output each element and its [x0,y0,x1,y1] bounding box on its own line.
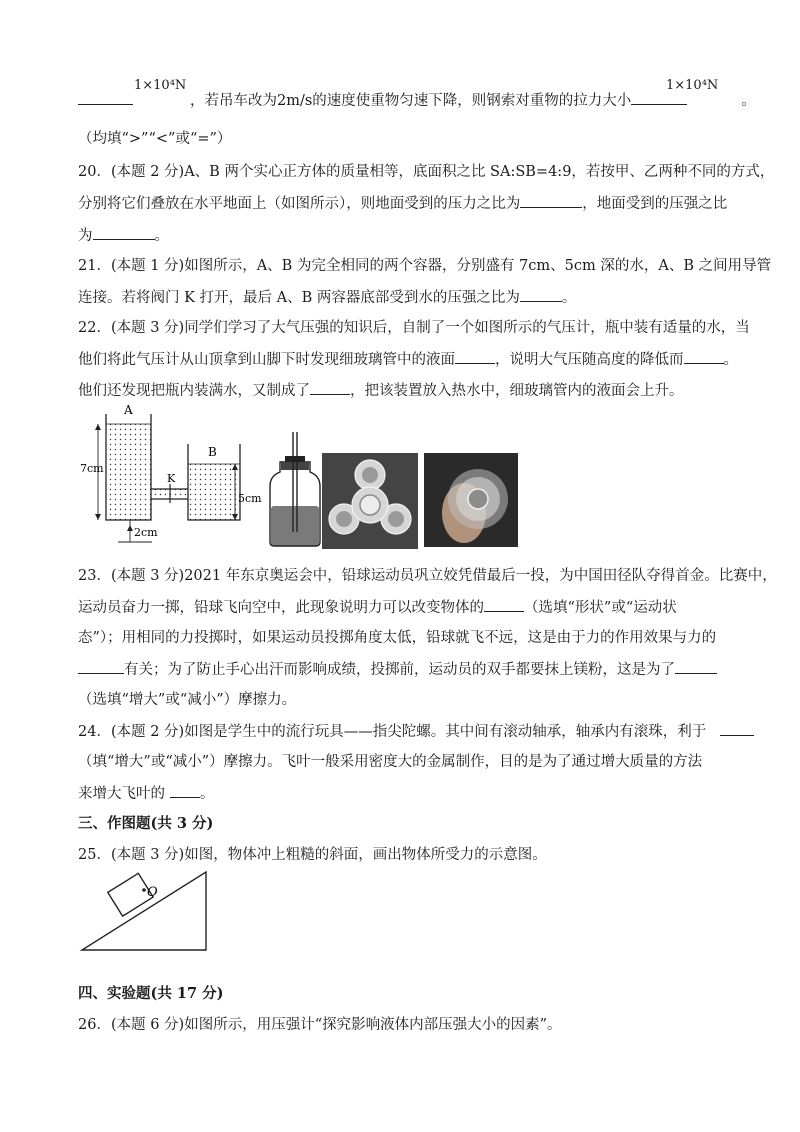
label-o: O [147,885,158,900]
q23-line3: 态”）；用相同的力投掷时，如果运动员投掷角度太低，铅球就飞不远，这是由于力的作用效果与力的 [78,630,717,646]
answer-blank[interactable] [78,90,133,105]
fidget-spinner-photo [322,453,418,549]
bottle-barometer-figure [268,432,324,548]
label-a: A [124,403,133,417]
q22-line3: 他们还发现把瓶内装满水，又制成了 ，把该装置放入热水中，细玻璃管内的液面会上升。 [78,380,684,401]
answer-blank[interactable] [93,225,155,240]
section3-title: 三、作图题(共 3 分) [78,815,214,832]
answer-blank[interactable] [684,349,724,364]
force-label-left: 1×10⁴N [134,78,187,93]
answer-blank[interactable] [310,380,350,395]
q20-line2: 分别将它们叠放在水平地面上（如图所示），则地面受到的压力之比为 ，地面受到的压强之比 [78,193,727,214]
q24-line2: （填“增大”或“减小”）摩擦力。飞叶一般采用密度大的金属制作，目的是为了通过增大质量的方法 [78,754,703,770]
q19-text: ，若吊车改为2m/s的速度使重物匀速下降，则钢索对重物的拉力大小 [190,93,632,109]
q26-text: 26．(本题 6 分)如图所示，用压强计“探究影响液体内部压强大小的因素”。 [78,1017,562,1033]
bottle-water [271,506,319,546]
label-b: B [208,445,217,459]
q20-line3: 为 。 [78,225,169,246]
spinning-spinner-photo [424,453,518,547]
answer-blank[interactable] [78,659,124,674]
answer-blank[interactable] [520,287,562,302]
q23-line2: 运动员奋力一掷，铅球飞向空中，此现象说明力可以改变物体的 （选填“形状”或“运动状 [78,597,677,618]
answer-blank[interactable] [455,349,495,364]
force-label-right: 1×10⁴N [666,78,719,93]
point-o [142,888,146,892]
q22-line1: 22．(本题 3 分)同学们学习了大气压强的知识后，自制了一个如图所示的气压计，瓶中装有适量的水，当 [78,320,750,336]
q19-note: （均填“>”“<”或“=”） [78,131,232,147]
q24-line1: 24．(本题 2 分)如图是学生中的流行玩具——指尖陀螺。其中间有滚动轴承，轴承内有滚珠，利于 [78,721,754,742]
answer-blank[interactable] [484,597,524,612]
water-b [188,464,240,520]
label-7cm: 7cm [80,462,104,475]
q19-line: ，若吊车改为2m/s的速度使重物匀速下降，则钢索对重物的拉力大小 。 [78,90,756,111]
water-a [106,424,151,520]
answer-blank[interactable] [675,659,717,674]
q21-line1: 21．(本题 1 分)如图所示，A、B 为完全相同的两个容器，分别盛有 7cm、5cm 深的水，A、B 之间用导管 [78,258,772,274]
section4-title: 四、实验题(共 17 分) [78,985,224,1002]
answer-blank[interactable] [720,721,754,736]
answer-blank[interactable] [520,193,582,208]
q23-line4: 有关；为了防止手心出汗而影响成绩，投掷前，运动员的双手都要抹上镁粉，这是为了 [78,659,717,680]
answer-blank[interactable] [170,783,200,798]
q21-line2: 连接。若将阀门 K 打开，最后 A、B 两容器底部受到水的压强之比为 。 [78,287,576,308]
connected-containers-figure [78,402,268,550]
q24-line3: 来增大飞叶的 。 [78,783,215,804]
label-2cm: 2cm [134,526,158,539]
incline-figure [78,866,210,954]
q25-text: 25．(本题 3 分)如图，物体冲上粗糙的斜面，画出物体所受力的示意图。 [78,847,547,863]
q22-line2: 他们将此气压计从山顶拿到山脚下时发现细玻璃管中的液面 ，说明大气压随高度的降低而 。 [78,349,738,370]
label-5cm: 5cm [238,492,262,505]
label-k: K [167,472,176,485]
bottle-stopper [281,462,309,470]
q20-line1: 20．(本题 2 分)A、B 两个实心正方体的质量相等，底面积之比 SA:SB=4:9，若按甲、乙两种不同的方式， [78,164,775,180]
q23-line5: （选填“增大”或“减小”）摩擦力。 [78,692,297,708]
q23-line1: 23．(本题 3 分)2021 年东京奥运会中，铅球运动员巩立姣凭借最后一投，为中国田径队夺得首金。比赛中， [78,568,777,584]
